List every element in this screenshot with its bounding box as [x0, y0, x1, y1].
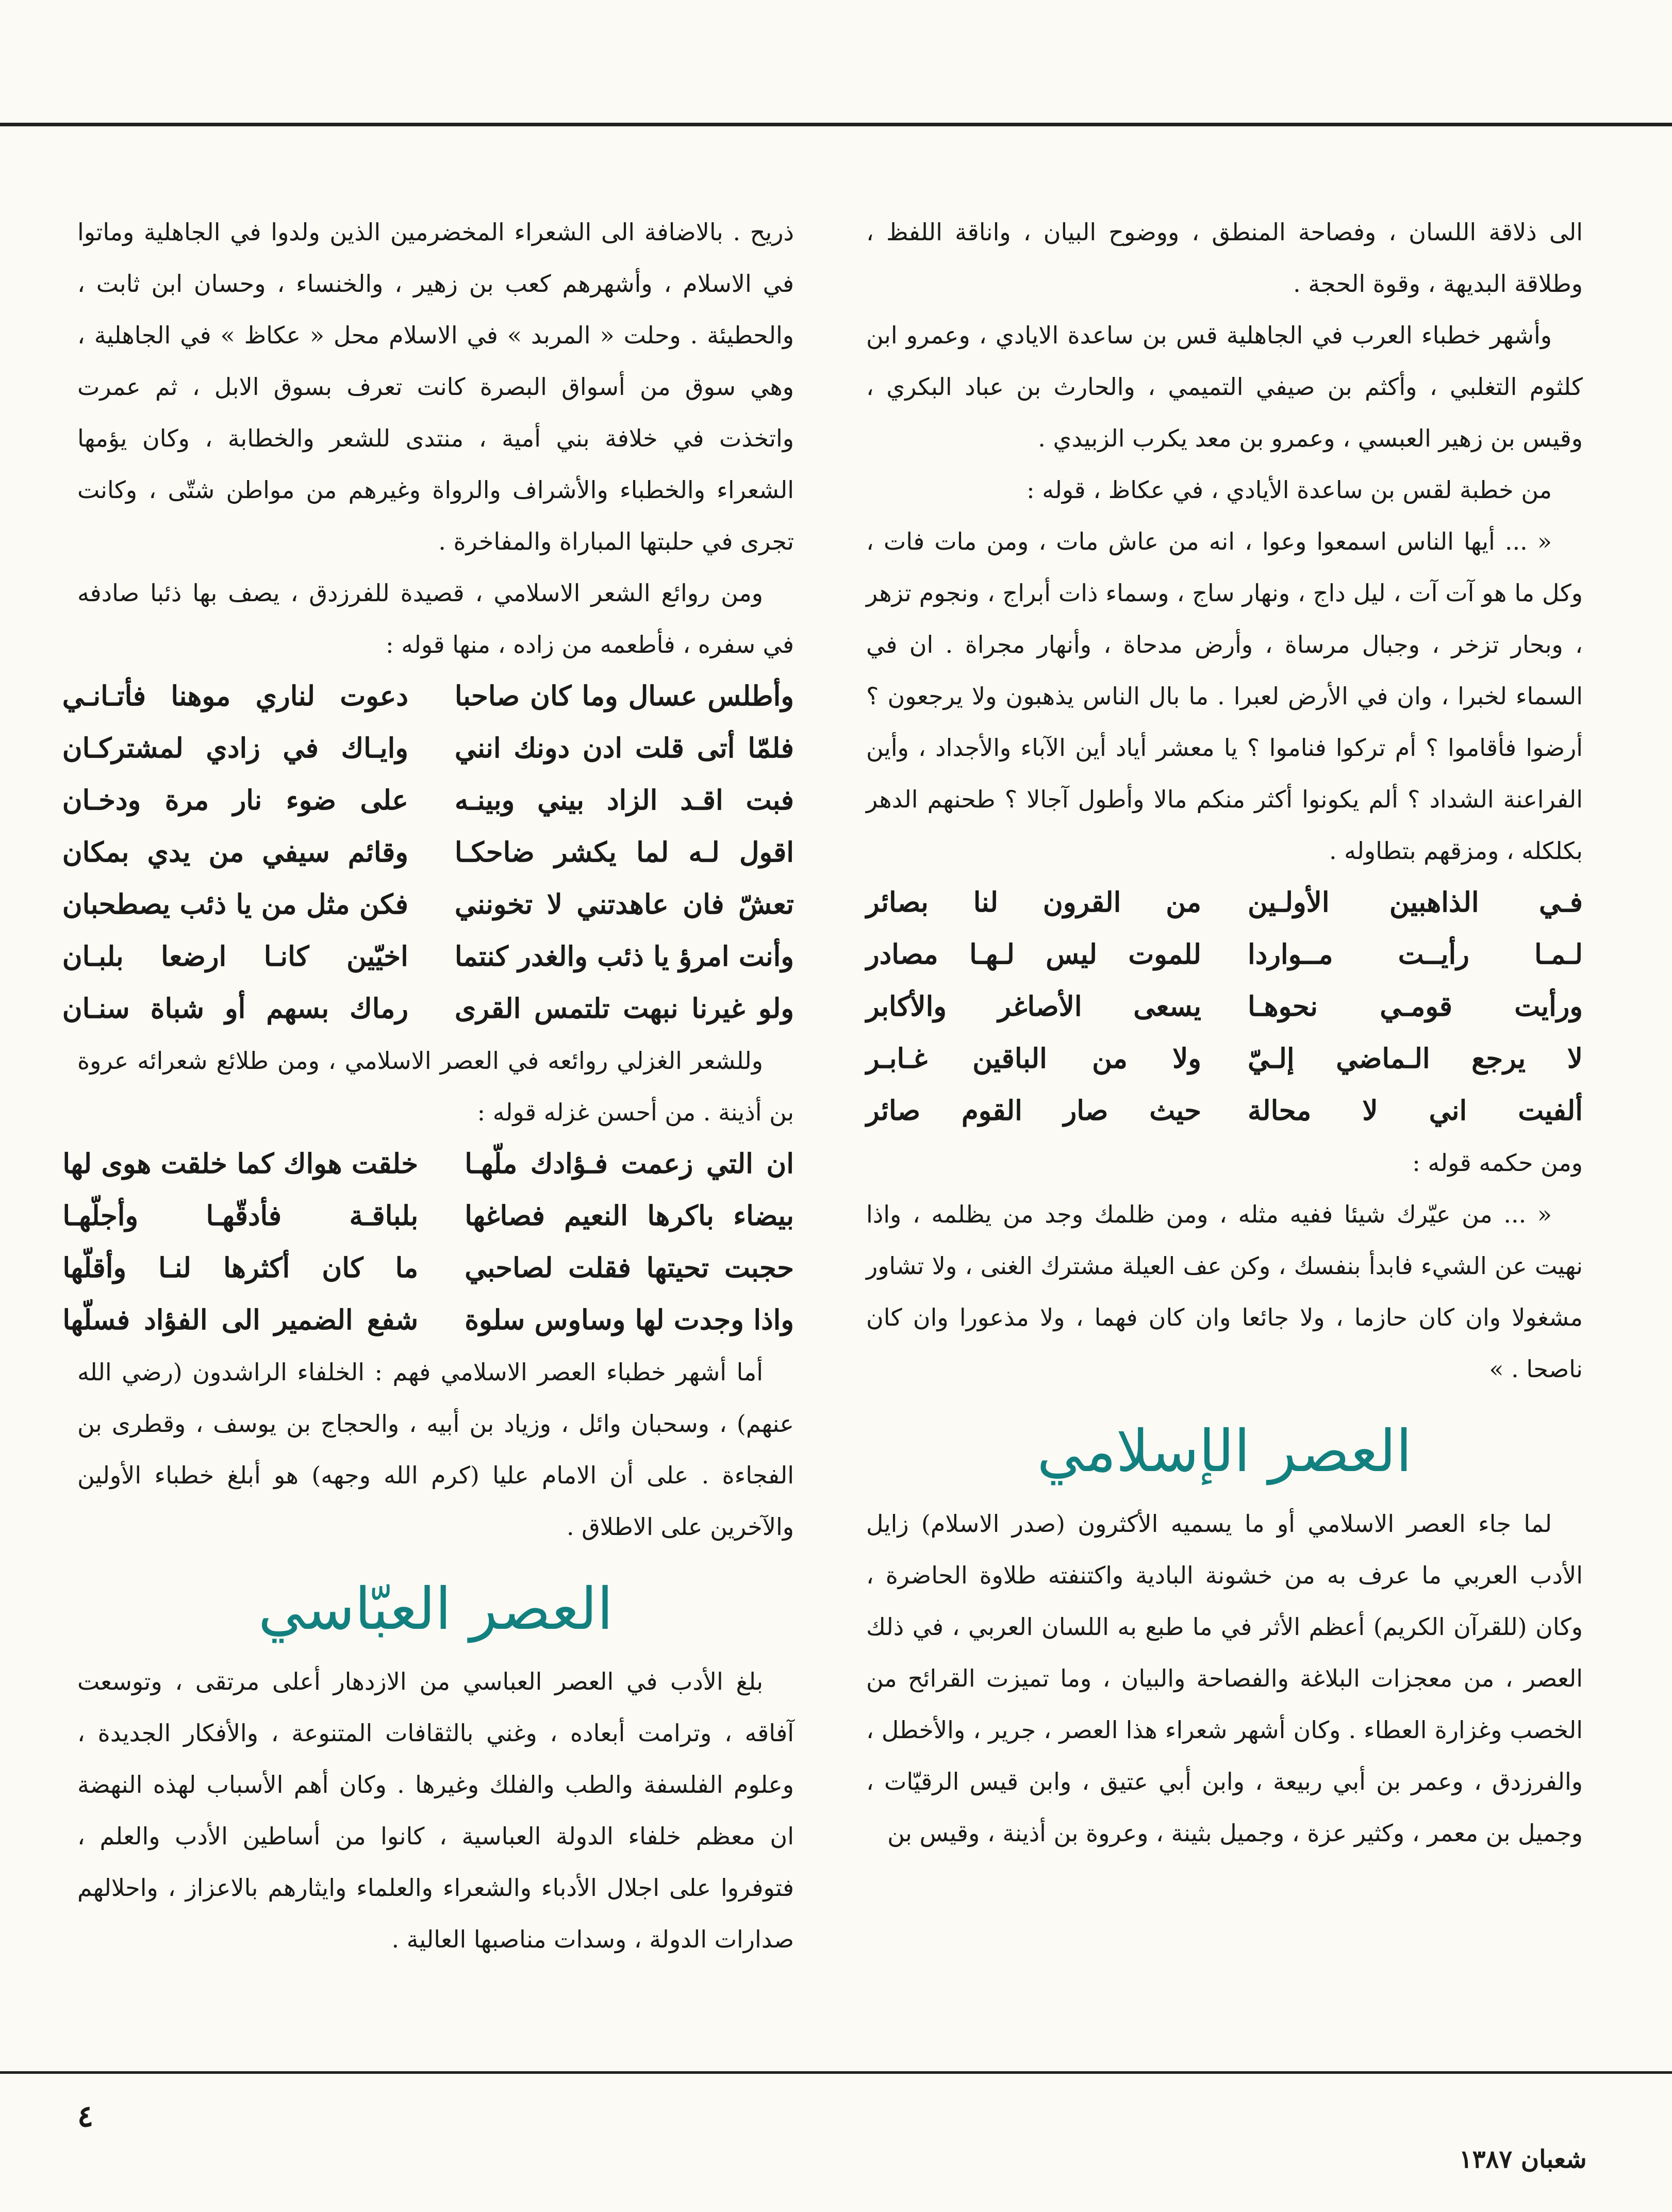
paragraph: من خطبة لقس بن ساعدة الأيادي ، في عكاظ ، قوله : — [1027, 476, 1552, 504]
verse-hemistich: لا يرجع الـماضي إلـيّ — [1248, 1043, 1583, 1075]
poem-farazdaq — [62, 670, 794, 1035]
section-heading-islamic: العصر الإسلامي — [1037, 1418, 1412, 1485]
verse-hemistich: بلباقـة فأدقّهـا وأجلّهـا — [62, 1200, 419, 1232]
verse-hemistich: لـمـا رأيــت مــواردا — [1248, 938, 1583, 970]
poem-urwa — [62, 1138, 794, 1346]
verse-hemistich: وقائم سيفي من يدي بمكان — [62, 836, 408, 868]
verse-hemistich: ولو غيرنا نبهت تلتمس القرى — [454, 993, 794, 1025]
verse-hemistich: فـي الذاهبين الأولـين — [1248, 886, 1583, 918]
verse-hemistich: تعشّ فان عاهدتني لا تخونني — [454, 888, 794, 920]
verse-hemistich: يسعى الأصاغر والأكابر — [866, 991, 1201, 1022]
paragraph: لما جاء العصر الاسلامي أو ما يسميه الأكثرون (صدر الاسلام) زايل الأدب العربي ما عرف به من خشونة البادية واكتنفته طلاوة الحاضرة ، وكان (للقرآن الكريم) أعظم الأثر في ما طبع به اللسان العربي ، في ذلك العصر ، من معجزات البلاغة والفصاحة والبيان ، وما تميزت القرائح من الخصب وغزارة العطاء . وكان أشهر شعراء هذا العصر ، جرير ، والأخطل ، والفرزدق ، وعمر بن أبي ربيعة ، وابن أبي عتيق ، وابن قيس الرقيّات ، وجميل بن معمر ، وكثير عزة ، وجميل بثينة ، وعروة بن أذينة ، وقيس بن — [866, 1510, 1583, 1847]
page-number: ٤ — [77, 2099, 94, 2134]
verse-hemistich: خلقت هواك كما خلقت هوى لها — [62, 1148, 419, 1180]
verse-hemistich: على ضوء نار مرة ودخـان — [62, 784, 408, 816]
verse-hemistich: شفع الضمير الى الفؤاد فسلّها — [62, 1304, 419, 1336]
paragraph: ومن روائع الشعر الاسلامي ، قصيدة للفرزدق ، يصف بها ذئبا صادفه في سفره ، فأطعمه من زاده ، منها قوله : — [77, 579, 794, 658]
verse-hemistich: وأنت امرؤ يا ذئب والغدر كنتما — [454, 940, 794, 972]
paragraph: « ... من عيّرك شيئا ففيه مثله ، ومن ظلمك وجد من يظلمه ، واذا نهيت عن الشيء فابدأ بنفسك ، وكن عف العيلة مشترك الغنى ، ولا تشاور مشغولا وان كان حازما ، ولا جائعا وان كان فهما ، ولا مذعورا وان كان ناصحا . » — [866, 1200, 1583, 1383]
paragraph: أما أشهر خطباء العصر الاسلامي فهم : الخلفاء الراشدون (رضي الله عنهم) ، وسحبان وائل ، وزياد بن أبيه ، والحجاج بن يوسف ، وقطرى بن الفجاءة . على أن الامام عليا (كرم الله وجهه) هو أبلغ خطباء الأولين والآخرين على الاطلاق . — [77, 1358, 794, 1541]
verse-hemistich: ألفيت اني لا محالة — [1248, 1095, 1583, 1127]
verse-hemistich: اقول لـه لما يكشر ضاحكـا — [454, 836, 794, 868]
verse-hemistich: ولا من الباقين غـابـر — [866, 1043, 1201, 1075]
verse-hemistich: وايـاك في زادي لمشتركـان — [62, 732, 408, 764]
paragraph: « ... أيها الناس اسمعوا وعوا ، انه من عاش مات ، ومن مات فات ، وكل ما هو آت آت ، ليل داج ، ونهار ساج ، وسماء ذات أبراج ، ونجوم تزهر ، وبحار تزخر ، وجبال مرساة ، وأرض مدحاة ، وأنهار مجراة . ان في السماء لخبرا ، وان في الأرض لعبرا . ما بال الناس يذهبون ولا يرجعون ؟ أرضوا فأقاموا ؟ أم تركوا فناموا ؟ يا معشر أياد أين الآباء والأجداد ، وأين الفراعنة الشداد ؟ ألم يكونوا أكثر منكم مالا وأطول آجالا ؟ طحنهم الدهر بكلكله ، ومزقهم بتطاوله . — [866, 527, 1583, 865]
verse-hemistich: ورأيت قومـي نحوهـا — [1248, 991, 1583, 1022]
paragraph: ومن حكمه قوله : — [1412, 1149, 1583, 1177]
verse-hemistich: بيضاء باكرها النعيم فصاغها — [465, 1200, 794, 1232]
paragraph: بلغ الأدب في العصر العباسي من الازدهار أعلى مرتقى ، وتوسعت آفاقه ، وترامت أبعاده ، وغني بالثقافات المتنوعة ، والأفكار الجديدة ، وعلوم الفلسفة والطب والفلك وغيرها . وكان أهم الأسباب لهذه النهضة ان معظم خلفاء الدولة العباسية ، كانوا من أساطين الأدب والعلم ، فتوفروا على اجلال الأدباء والشعراء والعلماء وايثارهم بالاعزاز ، واحلالهم صدارات الدولة ، وسدات مناصبها العالية . — [77, 1668, 794, 1953]
paragraph: الى ذلاقة اللسان ، وفصاحة المنطق ، ووضوح البيان ، واناقة اللفظ ، وطلاقة البديهة ، وقوة الحجة . — [866, 218, 1583, 298]
issue-date: شعبان ١٣٨٧ — [1459, 2145, 1587, 2174]
verse-hemistich: حيث صار القوم صائر — [866, 1095, 1201, 1127]
verse-hemistich: فلمّا أتى قلت ادن دونك انني — [454, 732, 794, 764]
top-rule — [0, 123, 1672, 126]
verse-hemistich: دعوت لناري موهنا فأتـانـي — [62, 680, 408, 712]
verse-hemistich: رماك بسهم أو شباة سنـان — [62, 993, 408, 1025]
verse-hemistich: وأطلس عسال وما كان صاحبا — [454, 680, 794, 712]
verse-hemistich: ما كان أكثرها لنـا وأقلّها — [62, 1252, 419, 1284]
section-heading-abbasid: العصر العبّاسي — [258, 1576, 614, 1643]
verse-hemistich: اخيّين كانـا ارضعا بلبـان — [62, 940, 408, 972]
verse-hemistich: من القرون لنا بصائر — [866, 886, 1201, 918]
verse-hemistich: حجبت تحيتها فقلت لصاحبي — [465, 1252, 794, 1284]
left-column — [62, 206, 794, 1965]
verse-hemistich: واذا وجدت لها وساوس سلوة — [465, 1304, 794, 1336]
paragraph: وللشعر الغزلي روائعه في العصر الاسلامي ، ومن طلائع شعرائه عروة بن أذينة . من أحسن غزله قوله : — [77, 1047, 794, 1126]
poem-qus — [866, 877, 1583, 1137]
verse-hemistich: للموت ليس لـهـا مصادر — [866, 938, 1201, 970]
verse-hemistich: فكن مثل من يا ذئب يصطحبان — [62, 888, 408, 920]
bottom-rule — [0, 2071, 1672, 2074]
right-column — [866, 206, 1583, 1859]
verse-hemistich: ان التي زعمت فـؤادك ملّهـا — [465, 1148, 794, 1180]
verse-hemistich: فبت اقـد الزاد بيني وبينـه — [454, 784, 794, 816]
paragraph: ذريح . بالاضافة الى الشعراء المخضرمين الذين ولدوا في الجاهلية وماتوا في الاسلام ، وأشهرهم كعب بن زهير ، والخنساء ، وحسان ابن ثابت ، والحطيئة . وحلت « المربد » في الاسلام محل « عكاظ » في الجاهلية ، وهي سوق من أسواق البصرة كانت تعرف بسوق الابل ، ثم عمرت واتخذت في خلافة بني أمية ، منتدى للشعر والخطابة ، وكان يؤمها الشعراء والخطباء والأشراف والرواة وغيرهم من مواطن شتّى ، وكانت تجرى في حلبتها المباراة والمفاخرة . — [77, 218, 794, 555]
paragraph: وأشهر خطباء العرب في الجاهلية قس بن ساعدة الايادي ، وعمرو ابن كلثوم التغلبي ، وأكثم بن صيفي التميمي ، والحارث بن عباد البكري ، وقيس بن زهير العبسي ، وعمرو بن معد يكرب الزبيدي . — [866, 321, 1583, 452]
